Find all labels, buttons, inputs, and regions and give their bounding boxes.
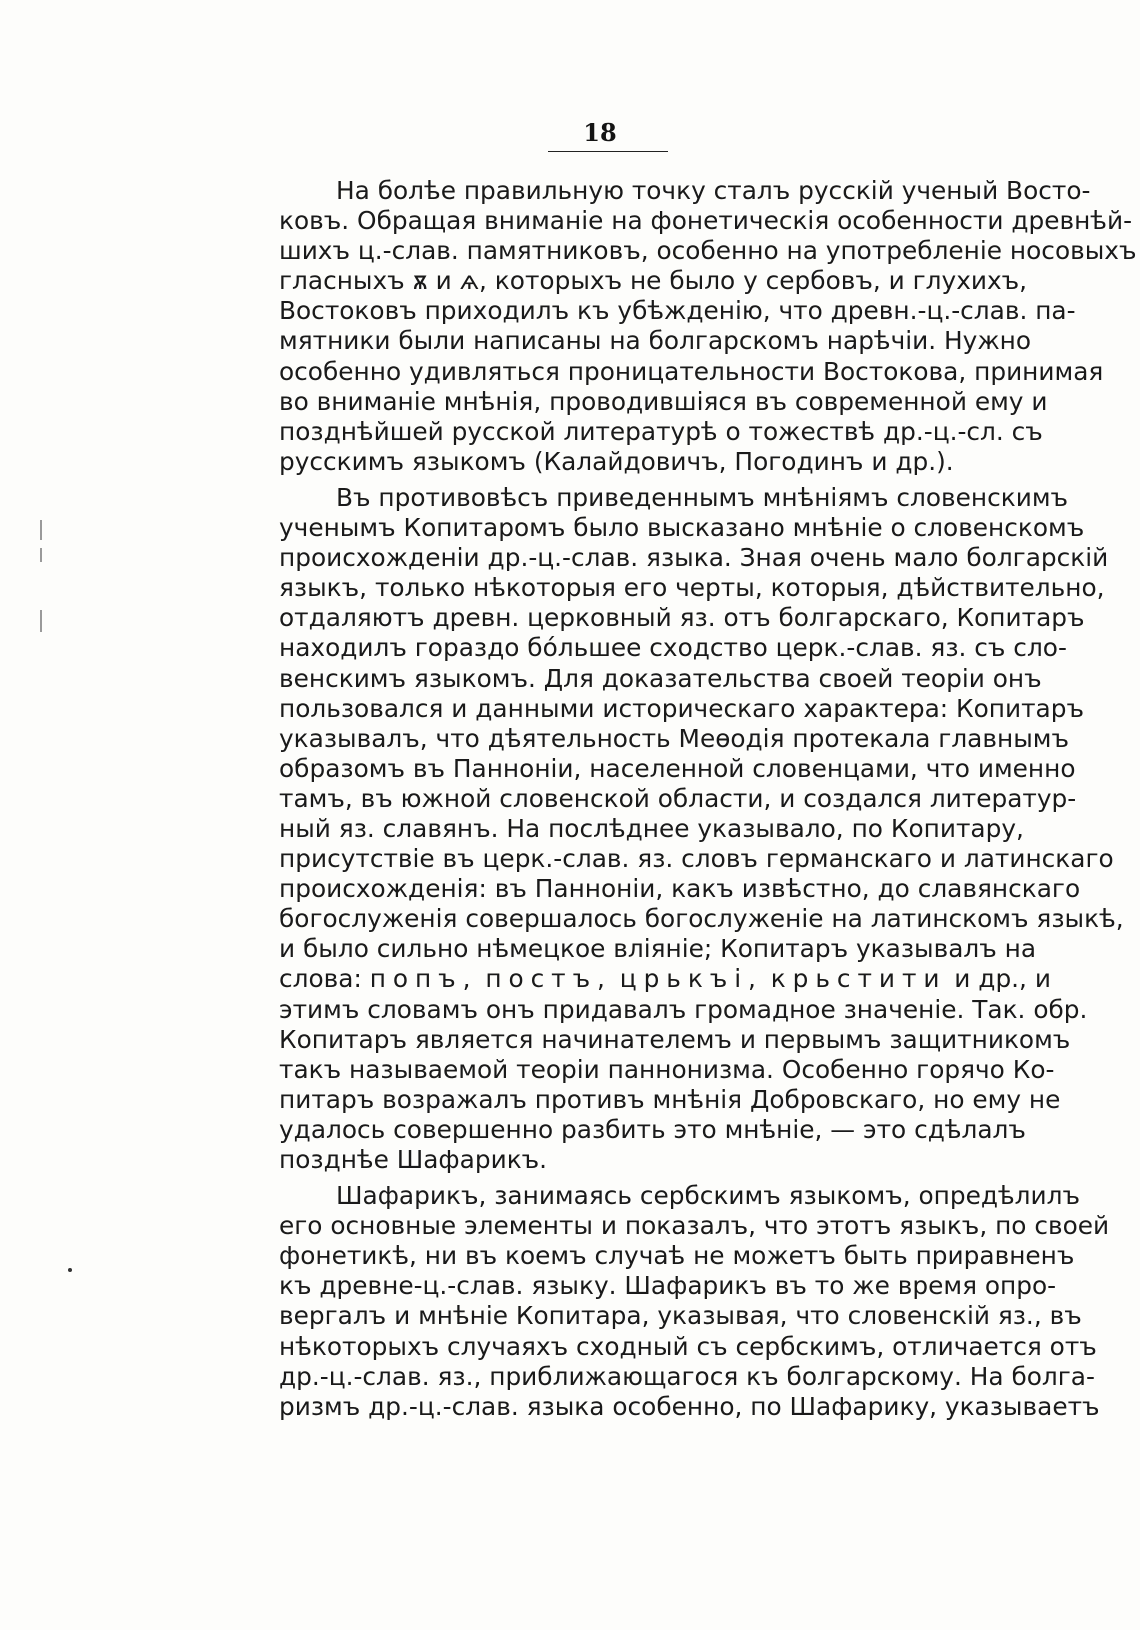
text-line: тамъ, въ южной словенской области, и создался литератур- bbox=[279, 783, 1077, 813]
text-line: во вниманіе мнѣнія, проводившіяся въ современной ему и bbox=[279, 386, 1048, 416]
text-line: происхожденіи др.-ц.-слав. языка. Зная очень мало болгарскій bbox=[279, 543, 1109, 573]
text-line: ученымъ Копитаромъ было высказано мнѣніе о словенскомъ bbox=[279, 513, 1085, 543]
scan-artifact-dot bbox=[68, 1268, 72, 1272]
text-line: др.-ц.-слав. яз., приближающагося къ болгарскому. На болга- bbox=[279, 1361, 1095, 1391]
text-line: ризмъ др.-ц.-слав. языка особенно, по Шафарику, указываетъ bbox=[279, 1391, 1100, 1421]
text-line: Копитаръ является начинателемъ и первымъ защитникомъ bbox=[279, 1024, 1071, 1054]
text-line: пользовался и данными историческаго характера: Копитаръ bbox=[279, 693, 1085, 723]
spaced-word: црькъі, bbox=[619, 964, 763, 994]
text-line: его основные элементы и показалъ, что этотъ языкъ, по своей bbox=[279, 1211, 1110, 1241]
paragraph-2 bbox=[222, 482, 1124, 1175]
text-line: фонетикѣ, ни въ коемъ случаѣ не можетъ быть приравненъ bbox=[279, 1241, 1075, 1271]
text-line: Востоковъ приходилъ къ убѣжденію, что древн.-ц.-слав. па- bbox=[279, 296, 1076, 326]
text-line: этимъ словамъ онъ придавалъ громадное значеніе. Так. обр. bbox=[279, 994, 1088, 1024]
text-line: богослуженія совершалось богослуженіе на латинскомъ языкѣ, bbox=[279, 904, 1124, 934]
text-line: нѣкоторыхъ случаяхъ сходный съ сербскимъ, отличается отъ bbox=[279, 1331, 1097, 1361]
text-line: и было сильно нѣмецкое вліяніе; Копитаръ указывалъ на bbox=[279, 934, 1037, 964]
text-line: отдаляютъ древн. церковный яз. отъ болгарскаго, Копитаръ bbox=[279, 603, 1085, 633]
text-line: позднѣе Шафарикъ. bbox=[279, 1145, 548, 1174]
text-line: такъ называемой теоріи паннонизма. Особенно горячо Ко- bbox=[279, 1054, 1055, 1084]
text-line-spaced-words bbox=[222, 964, 1051, 994]
spaced-line-prefix: слова: bbox=[279, 964, 362, 994]
spaced-word: попъ, bbox=[369, 964, 478, 994]
scan-artifact-tick bbox=[40, 548, 42, 562]
scan-artifact-tick bbox=[40, 520, 42, 540]
page-number: 18 bbox=[583, 118, 617, 147]
text-line: къ древне-ц.-слав. языку. Шафарикъ въ то же время опро- bbox=[279, 1271, 1057, 1301]
text-line: питаръ возражалъ противъ мнѣнія Добровскаго, но ему не bbox=[279, 1084, 1061, 1114]
text-line: находилъ гораздо бо́льшее сходство церк.-слав. яз. съ сло- bbox=[279, 633, 1067, 663]
text-line: Шафарикъ, занимаясь сербскимъ языкомъ, опредѣлилъ bbox=[336, 1181, 1080, 1211]
text-line: гласныхъ ѫ и ѧ, которыхъ не было у сербовъ, и глухихъ, bbox=[279, 266, 1028, 296]
text-line: происхожденія: въ Панноніи, какъ извѣстно, до славянскаго bbox=[279, 874, 1081, 904]
paragraph-1 bbox=[222, 176, 1137, 477]
text-line: удалось совершенно разбить это мнѣніе, — это сдѣлалъ bbox=[279, 1114, 1026, 1144]
text-line: указывалъ, что дѣятельность Меѳодія протекала главнымъ bbox=[279, 723, 1070, 753]
text-line: вергалъ и мнѣніе Копитара, указывая, что словенскій яз., въ bbox=[279, 1301, 1082, 1331]
text-line: особенно удивляться проницательности Востокова, принимая bbox=[279, 356, 1104, 386]
text-line: Въ противовѣсъ приведеннымъ мнѣніямъ словенскимъ bbox=[336, 482, 1069, 512]
spaced-line-suffix: и др., и bbox=[954, 964, 1051, 994]
text-line: мятники были написаны на болгарскомъ нарѣчіи. Нужно bbox=[279, 326, 1032, 356]
text-line: шихъ ц.-слав. памятниковъ, особенно на употребленіе носовыхъ bbox=[279, 236, 1137, 266]
text-line: ковъ. Обращая вниманіе на фонетическія особенности древнѣй- bbox=[279, 206, 1133, 236]
spaced-word: постъ, bbox=[485, 964, 612, 994]
text-line: русскимъ языкомъ (Калайдовичъ, Погодинъ и др.). bbox=[279, 446, 954, 476]
text-line: На болѣе правильную точку сталъ русскій ученый Восто- bbox=[336, 176, 1091, 205]
header-rule bbox=[548, 151, 668, 152]
text-line: венскимъ языкомъ. Для доказательства своей теоріи онъ bbox=[279, 663, 1042, 693]
spaced-word: крьстити bbox=[770, 964, 947, 994]
text-body bbox=[222, 176, 1137, 1422]
text-line: образомъ въ Панноніи, населенной словенцами, что именно bbox=[279, 753, 1076, 783]
paragraph-3 bbox=[222, 1181, 1110, 1422]
text-line: ный яз. славянъ. На послѣднее указывало, по Копитару, bbox=[279, 813, 1024, 843]
text-line: присутствіе въ церк.-слав. яз. словъ германскаго и латинскаго bbox=[279, 844, 1114, 874]
text-line: позднѣйшей русской литературѣ о тожествѣ др.-ц.-сл. съ bbox=[279, 416, 1043, 446]
text-line: языкъ, только нѣкоторыя его черты, которыя, дѣйствительно, bbox=[279, 573, 1105, 603]
scan-artifact-tick bbox=[40, 610, 42, 632]
